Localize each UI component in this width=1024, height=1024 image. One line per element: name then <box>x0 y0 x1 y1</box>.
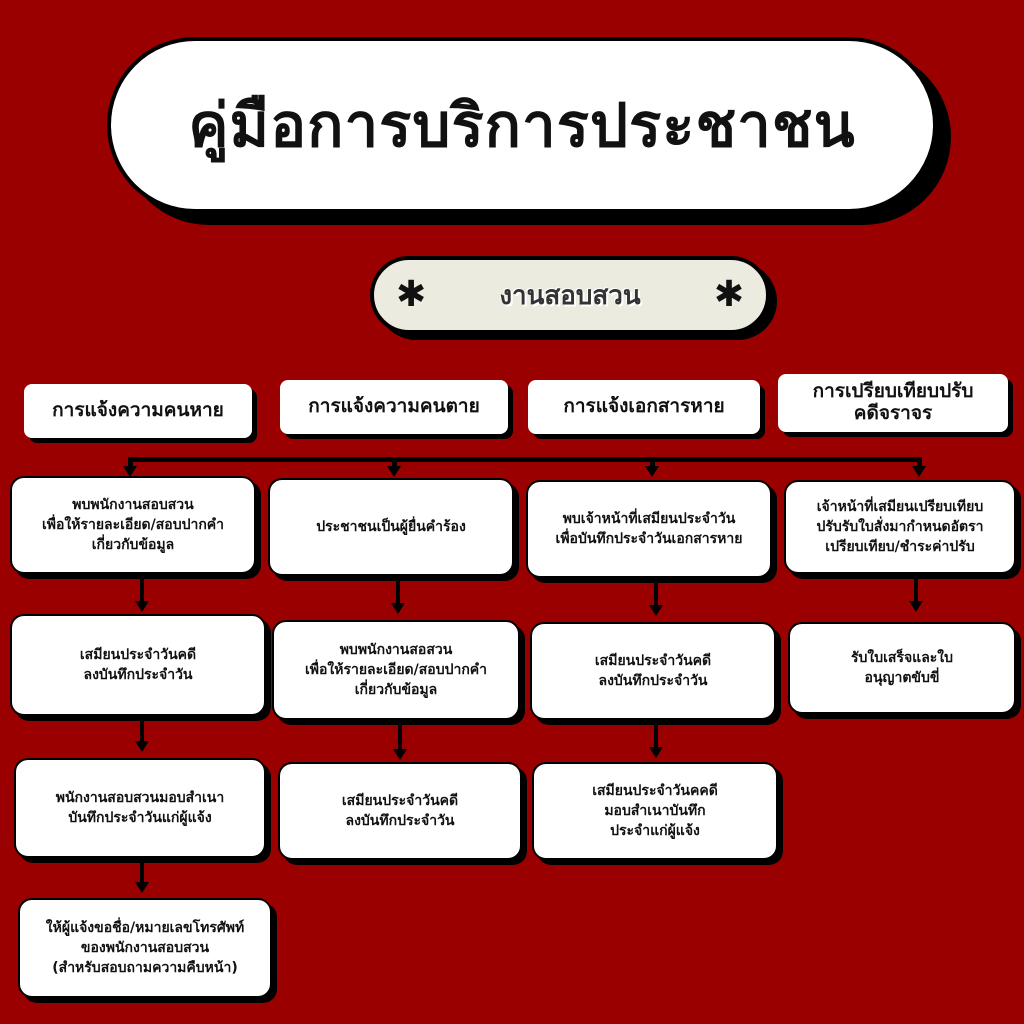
header-lost-document: การแจ้งเอกสารหาย <box>528 380 760 434</box>
step-death-3: เสมียนประจำวันคดี ลงบันทึกประจำวัน <box>278 762 522 860</box>
section-banner <box>370 256 770 334</box>
section-title: งานสอบสวน <box>499 280 641 311</box>
step-traffic-1: เจ้าหน้าที่เสมียนเปรียบเทียบ ปรับรับใบสั่งมากำหนดอัตรา เปรียบเทียบ/ชำระค่าปรับ <box>784 480 1016 574</box>
arrow-down-icon <box>135 882 149 893</box>
asterisk-icon-right: ✱ <box>713 274 744 315</box>
asterisk-icon-left: ✱ <box>396 274 427 315</box>
step-missing-3: พนักงานสอบสวนมอบสำเนา บันทึกประจำวันแก่ผู้แจ้ง <box>14 758 266 858</box>
arrow-down-icon <box>135 741 149 752</box>
header-missing-person: การแจ้งความคนหาย <box>24 384 252 438</box>
step-missing-2: เสมียนประจำวันคดี ลงบันทึกประจำวัน <box>10 614 266 716</box>
connector-line <box>398 724 402 752</box>
header-death-report: การแจ้งความคนตาย <box>280 380 508 434</box>
header-traffic-fine: การเปรียบเทียบปรับ คดีจราจร <box>778 374 1008 432</box>
title-banner <box>107 37 937 213</box>
arrow-down-icon <box>135 601 149 612</box>
arrow-down-icon <box>912 466 926 477</box>
step-document-3: เสมียนประจำวันคคดี มอบสำเนาบันทึก ประจำแก่ผู้แจ้ง <box>532 762 778 860</box>
step-traffic-2: รับใบเสร็จและใบ อนุญาตขับขี่ <box>788 622 1016 714</box>
arrow-down-icon <box>387 466 401 477</box>
step-death-1: ประชาชนเป็นผู้ยื่นคำร้อง <box>268 478 514 576</box>
step-missing-1: พบพนักงานสอบสวน เพื่อให้รายละเอียด/สอบปากคำ เกี่ยวกับข้อมูล <box>10 476 256 574</box>
arrow-down-icon <box>649 747 663 758</box>
step-death-2: พบพนักงานสอสวน เพื่อให้รายละเอียด/สอบปากคำ เกี่ยวกับข้อมูล <box>272 620 520 720</box>
arrow-down-icon <box>391 603 405 614</box>
step-missing-4: ให้ผู้แจ้งขอชื่อ/หมายเลขโทรศัพท์ ของพนักงานสอบสวน (สำหรับสอบถามความคืบหน้า) <box>18 898 272 998</box>
arrow-down-icon <box>649 605 663 616</box>
step-document-2: เสมียนประจำวันคดี ลงบันทึกประจำวัน <box>530 622 776 720</box>
connector-line <box>140 862 144 884</box>
connector-bar <box>128 457 922 462</box>
arrow-down-icon <box>645 466 659 477</box>
step-document-1: พบเจ้าหน้าที่เสมียนประจำวัน เพื่อบันทึกประจำวันเอกสารหาย <box>526 480 772 578</box>
page-title: คู่มือการบริการประชาชน <box>188 90 856 161</box>
arrow-down-icon <box>909 601 923 612</box>
arrow-down-icon <box>393 749 407 760</box>
